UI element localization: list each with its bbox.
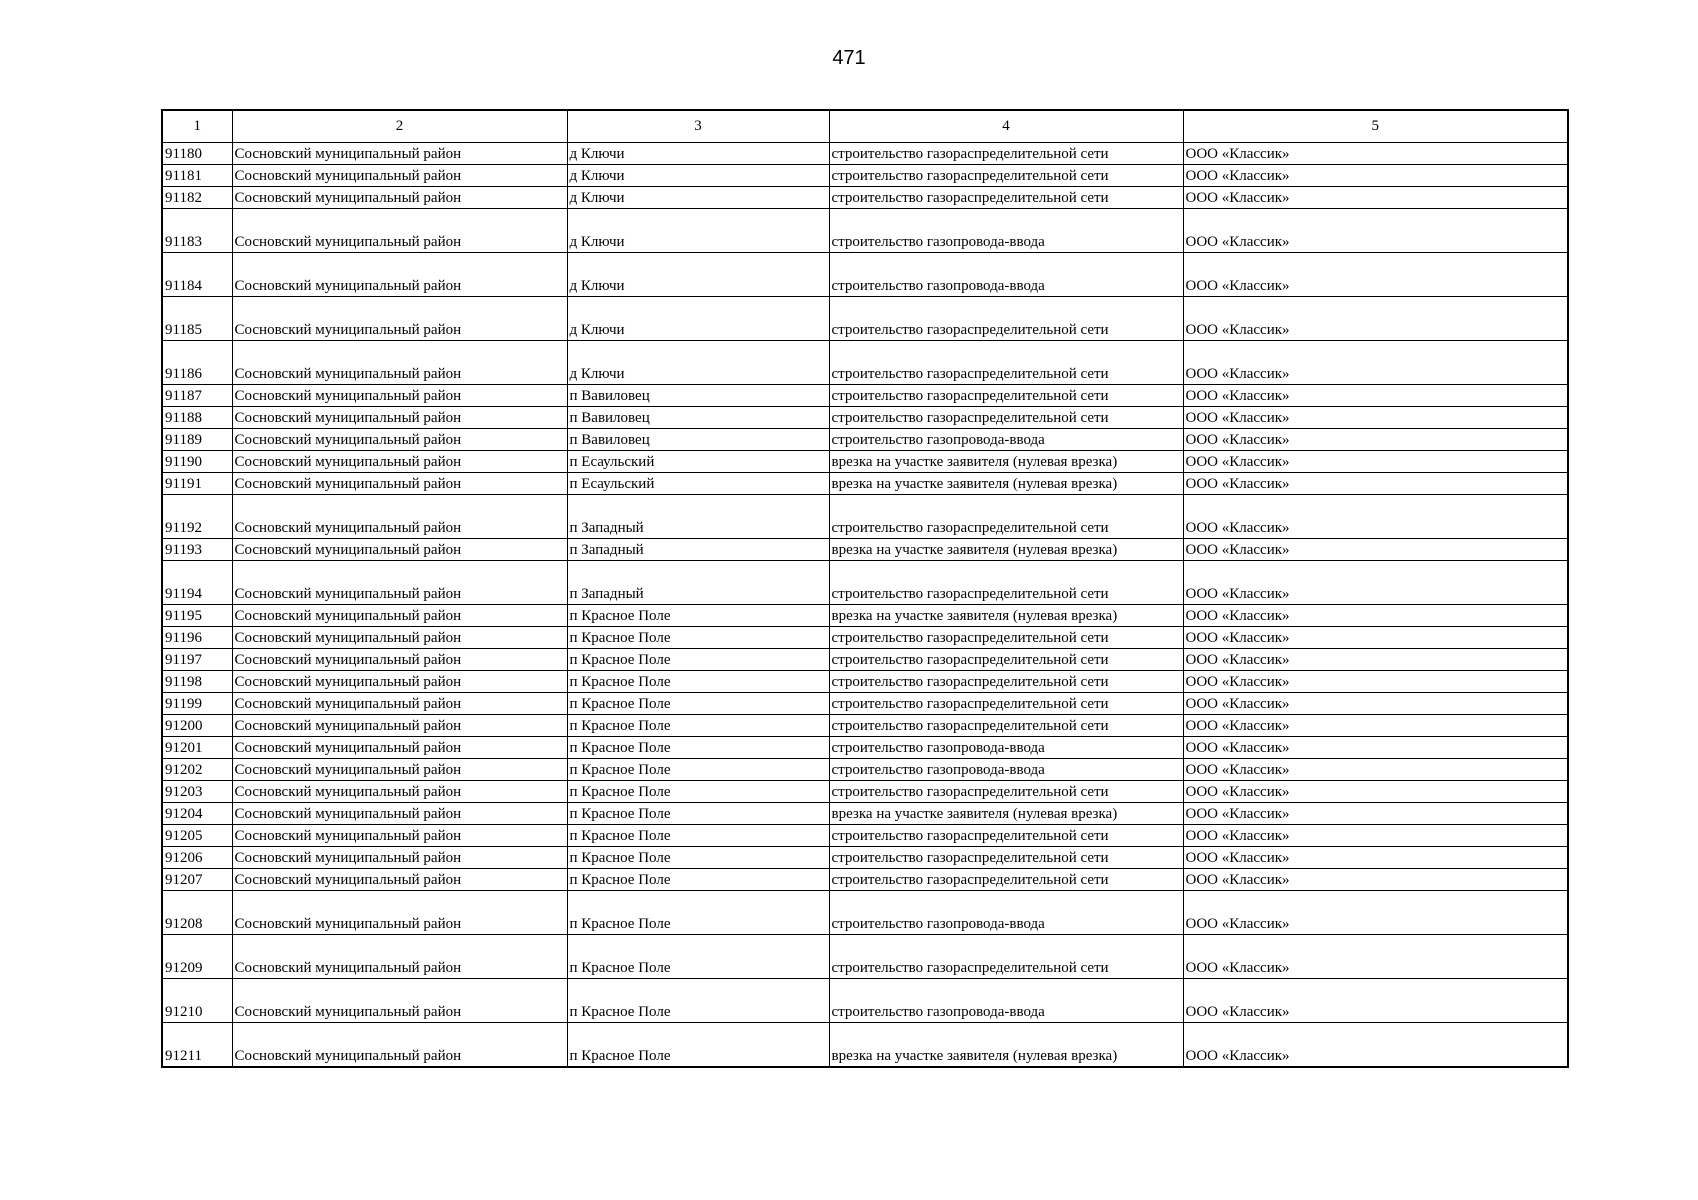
header-row [162, 110, 1568, 143]
cell-work-type: строительство газораспределительной сети [829, 341, 1183, 385]
cell-organization: ООО «Классик» [1183, 187, 1568, 209]
cell-organization: ООО «Классик» [1183, 1023, 1568, 1068]
cell-district: Сосновский муниципальный район [232, 539, 567, 561]
cell-work-type: врезка на участке заявителя (нулевая врезка) [829, 539, 1183, 561]
cell-work-type: врезка на участке заявителя (нулевая врезка) [829, 451, 1183, 473]
cell-id: 91198 [162, 671, 232, 693]
cell-organization: ООО «Классик» [1183, 715, 1568, 737]
cell-locality: п Красное Поле [567, 693, 829, 715]
cell-organization: ООО «Классик» [1183, 495, 1568, 539]
table-row [162, 715, 1568, 737]
table-row [162, 803, 1568, 825]
cell-district: Сосновский муниципальный район [232, 649, 567, 671]
cell-organization: ООО «Классик» [1183, 605, 1568, 627]
cell-id: 91193 [162, 539, 232, 561]
cell-id: 91191 [162, 473, 232, 495]
table-row [162, 495, 1568, 539]
cell-id: 91210 [162, 979, 232, 1023]
cell-district: Сосновский муниципальный район [232, 825, 567, 847]
cell-id: 91205 [162, 825, 232, 847]
cell-work-type: врезка на участке заявителя (нулевая врезка) [829, 1023, 1183, 1068]
cell-district: Сосновский муниципальный район [232, 429, 567, 451]
cell-district: Сосновский муниципальный район [232, 187, 567, 209]
cell-id: 91182 [162, 187, 232, 209]
cell-district: Сосновский муниципальный район [232, 781, 567, 803]
cell-locality: п Красное Поле [567, 671, 829, 693]
cell-locality: п Красное Поле [567, 825, 829, 847]
cell-district: Сосновский муниципальный район [232, 253, 567, 297]
table-row [162, 385, 1568, 407]
table-row [162, 605, 1568, 627]
cell-work-type: строительство газораспределительной сети [829, 187, 1183, 209]
cell-work-type: врезка на участке заявителя (нулевая врезка) [829, 803, 1183, 825]
cell-district: Сосновский муниципальный район [232, 385, 567, 407]
cell-organization: ООО «Классик» [1183, 561, 1568, 605]
table-row [162, 1023, 1568, 1068]
cell-locality: п Красное Поле [567, 649, 829, 671]
cell-locality: п Вавиловец [567, 407, 829, 429]
table-row [162, 539, 1568, 561]
cell-work-type: строительство газораспределительной сети [829, 385, 1183, 407]
table-row [162, 847, 1568, 869]
table-row [162, 143, 1568, 165]
cell-organization: ООО «Классик» [1183, 693, 1568, 715]
cell-organization: ООО «Классик» [1183, 671, 1568, 693]
cell-id: 91190 [162, 451, 232, 473]
cell-locality: д Ключи [567, 297, 829, 341]
cell-locality: п Вавиловец [567, 385, 829, 407]
cell-locality: д Ключи [567, 187, 829, 209]
cell-id: 91183 [162, 209, 232, 253]
cell-id: 91208 [162, 891, 232, 935]
cell-district: Сосновский муниципальный район [232, 627, 567, 649]
cell-work-type: строительство газопровода-ввода [829, 891, 1183, 935]
cell-work-type: строительство газораспределительной сети [829, 649, 1183, 671]
column-header-3: 3 [567, 110, 829, 143]
cell-district: Сосновский муниципальный район [232, 737, 567, 759]
table-body [162, 143, 1568, 1068]
cell-organization: ООО «Классик» [1183, 825, 1568, 847]
table-row [162, 979, 1568, 1023]
cell-locality: п Красное Поле [567, 781, 829, 803]
cell-district: Сосновский муниципальный район [232, 209, 567, 253]
cell-id: 91192 [162, 495, 232, 539]
table-row [162, 869, 1568, 891]
cell-organization: ООО «Классик» [1183, 737, 1568, 759]
cell-district: Сосновский муниципальный район [232, 605, 567, 627]
cell-locality: д Ключи [567, 253, 829, 297]
cell-locality: д Ключи [567, 143, 829, 165]
cell-locality: п Красное Поле [567, 737, 829, 759]
cell-organization: ООО «Классик» [1183, 869, 1568, 891]
cell-district: Сосновский муниципальный район [232, 341, 567, 385]
cell-organization: ООО «Классик» [1183, 759, 1568, 781]
registry-table [161, 109, 1569, 1068]
cell-organization: ООО «Классик» [1183, 429, 1568, 451]
table-row [162, 429, 1568, 451]
cell-district: Сосновский муниципальный район [232, 297, 567, 341]
cell-work-type: строительство газопровода-ввода [829, 429, 1183, 451]
cell-organization: ООО «Классик» [1183, 209, 1568, 253]
cell-work-type: строительство газораспределительной сети [829, 671, 1183, 693]
table-row [162, 341, 1568, 385]
cell-work-type: строительство газораспределительной сети [829, 847, 1183, 869]
table-row [162, 451, 1568, 473]
cell-id: 91188 [162, 407, 232, 429]
cell-locality: п Красное Поле [567, 891, 829, 935]
cell-organization: ООО «Классик» [1183, 649, 1568, 671]
column-header-2: 2 [232, 110, 567, 143]
cell-district: Сосновский муниципальный район [232, 407, 567, 429]
cell-id: 91211 [162, 1023, 232, 1068]
cell-work-type: строительство газораспределительной сети [829, 935, 1183, 979]
table-row [162, 935, 1568, 979]
table-row [162, 187, 1568, 209]
cell-organization: ООО «Классик» [1183, 253, 1568, 297]
cell-organization: ООО «Классик» [1183, 847, 1568, 869]
cell-locality: д Ключи [567, 165, 829, 187]
cell-district: Сосновский муниципальный район [232, 473, 567, 495]
cell-id: 91209 [162, 935, 232, 979]
page-number: 471 [832, 47, 866, 69]
cell-district: Сосновский муниципальный район [232, 451, 567, 473]
cell-district: Сосновский муниципальный район [232, 979, 567, 1023]
cell-organization: ООО «Классик» [1183, 935, 1568, 979]
table-row [162, 561, 1568, 605]
table-row [162, 253, 1568, 297]
cell-id: 91186 [162, 341, 232, 385]
cell-locality: п Есаульский [567, 473, 829, 495]
table-row [162, 473, 1568, 495]
cell-locality: д Ключи [567, 341, 829, 385]
cell-organization: ООО «Классик» [1183, 803, 1568, 825]
cell-work-type: строительство газораспределительной сети [829, 869, 1183, 891]
cell-organization: ООО «Классик» [1183, 385, 1568, 407]
cell-work-type: врезка на участке заявителя (нулевая врезка) [829, 473, 1183, 495]
cell-work-type: строительство газораспределительной сети [829, 781, 1183, 803]
cell-district: Сосновский муниципальный район [232, 143, 567, 165]
column-header-5: 5 [1183, 110, 1568, 143]
cell-work-type: строительство газораспределительной сети [829, 495, 1183, 539]
cell-organization: ООО «Классик» [1183, 781, 1568, 803]
cell-district: Сосновский муниципальный район [232, 935, 567, 979]
table-row [162, 759, 1568, 781]
cell-locality: п Красное Поле [567, 803, 829, 825]
cell-work-type: строительство газопровода-ввода [829, 253, 1183, 297]
cell-work-type: строительство газораспределительной сети [829, 825, 1183, 847]
table-row [162, 891, 1568, 935]
cell-locality: п Вавиловец [567, 429, 829, 451]
cell-district: Сосновский муниципальный район [232, 847, 567, 869]
table-row [162, 209, 1568, 253]
cell-organization: ООО «Классик» [1183, 473, 1568, 495]
cell-id: 91202 [162, 759, 232, 781]
table-row [162, 693, 1568, 715]
cell-organization: ООО «Классик» [1183, 539, 1568, 561]
cell-locality: п Западный [567, 539, 829, 561]
cell-district: Сосновский муниципальный район [232, 671, 567, 693]
cell-id: 91185 [162, 297, 232, 341]
cell-district: Сосновский муниципальный район [232, 693, 567, 715]
cell-district: Сосновский муниципальный район [232, 715, 567, 737]
cell-organization: ООО «Классик» [1183, 297, 1568, 341]
cell-organization: ООО «Классик» [1183, 627, 1568, 649]
cell-id: 91207 [162, 869, 232, 891]
column-header-1: 1 [162, 110, 232, 143]
cell-locality: п Красное Поле [567, 847, 829, 869]
cell-work-type: строительство газопровода-ввода [829, 759, 1183, 781]
cell-district: Сосновский муниципальный район [232, 1023, 567, 1068]
cell-locality: п Красное Поле [567, 979, 829, 1023]
cell-locality: п Западный [567, 495, 829, 539]
cell-work-type: строительство газораспределительной сети [829, 143, 1183, 165]
cell-id: 91194 [162, 561, 232, 605]
cell-district: Сосновский муниципальный район [232, 495, 567, 539]
cell-organization: ООО «Классик» [1183, 165, 1568, 187]
table-row [162, 671, 1568, 693]
cell-district: Сосновский муниципальный район [232, 561, 567, 605]
cell-locality: п Западный [567, 561, 829, 605]
cell-locality: п Красное Поле [567, 627, 829, 649]
cell-organization: ООО «Классик» [1183, 341, 1568, 385]
cell-id: 91197 [162, 649, 232, 671]
cell-organization: ООО «Классик» [1183, 891, 1568, 935]
cell-id: 91201 [162, 737, 232, 759]
cell-district: Сосновский муниципальный район [232, 165, 567, 187]
cell-locality: п Красное Поле [567, 759, 829, 781]
cell-work-type: строительство газораспределительной сети [829, 715, 1183, 737]
column-header-4: 4 [829, 110, 1183, 143]
cell-district: Сосновский муниципальный район [232, 803, 567, 825]
cell-work-type: строительство газораспределительной сети [829, 407, 1183, 429]
cell-locality: п Красное Поле [567, 715, 829, 737]
cell-locality: д Ключи [567, 209, 829, 253]
cell-organization: ООО «Классик» [1183, 143, 1568, 165]
cell-id: 91195 [162, 605, 232, 627]
table-row [162, 825, 1568, 847]
cell-locality: п Есаульский [567, 451, 829, 473]
table-row [162, 781, 1568, 803]
cell-work-type: строительство газораспределительной сети [829, 165, 1183, 187]
cell-locality: п Красное Поле [567, 935, 829, 979]
cell-id: 91203 [162, 781, 232, 803]
cell-district: Сосновский муниципальный район [232, 759, 567, 781]
table-row [162, 297, 1568, 341]
cell-organization: ООО «Классик» [1183, 979, 1568, 1023]
cell-work-type: строительство газораспределительной сети [829, 297, 1183, 341]
cell-id: 91200 [162, 715, 232, 737]
cell-id: 91181 [162, 165, 232, 187]
cell-id: 91204 [162, 803, 232, 825]
cell-work-type: строительство газопровода-ввода [829, 737, 1183, 759]
cell-work-type: строительство газопровода-ввода [829, 979, 1183, 1023]
cell-locality: п Красное Поле [567, 605, 829, 627]
cell-work-type: врезка на участке заявителя (нулевая врезка) [829, 605, 1183, 627]
cell-id: 91196 [162, 627, 232, 649]
table-row [162, 165, 1568, 187]
cell-district: Сосновский муниципальный район [232, 869, 567, 891]
table-row [162, 649, 1568, 671]
cell-id: 91184 [162, 253, 232, 297]
cell-id: 91206 [162, 847, 232, 869]
cell-locality: п Красное Поле [567, 1023, 829, 1068]
cell-locality: п Красное Поле [567, 869, 829, 891]
cell-id: 91180 [162, 143, 232, 165]
table-row [162, 627, 1568, 649]
cell-organization: ООО «Классик» [1183, 451, 1568, 473]
table-row [162, 407, 1568, 429]
cell-work-type: строительство газораспределительной сети [829, 561, 1183, 605]
table-row [162, 737, 1568, 759]
cell-work-type: строительство газораспределительной сети [829, 627, 1183, 649]
cell-id: 91187 [162, 385, 232, 407]
cell-id: 91189 [162, 429, 232, 451]
cell-organization: ООО «Классик» [1183, 407, 1568, 429]
cell-district: Сосновский муниципальный район [232, 891, 567, 935]
cell-id: 91199 [162, 693, 232, 715]
cell-work-type: строительство газопровода-ввода [829, 209, 1183, 253]
cell-work-type: строительство газораспределительной сети [829, 693, 1183, 715]
